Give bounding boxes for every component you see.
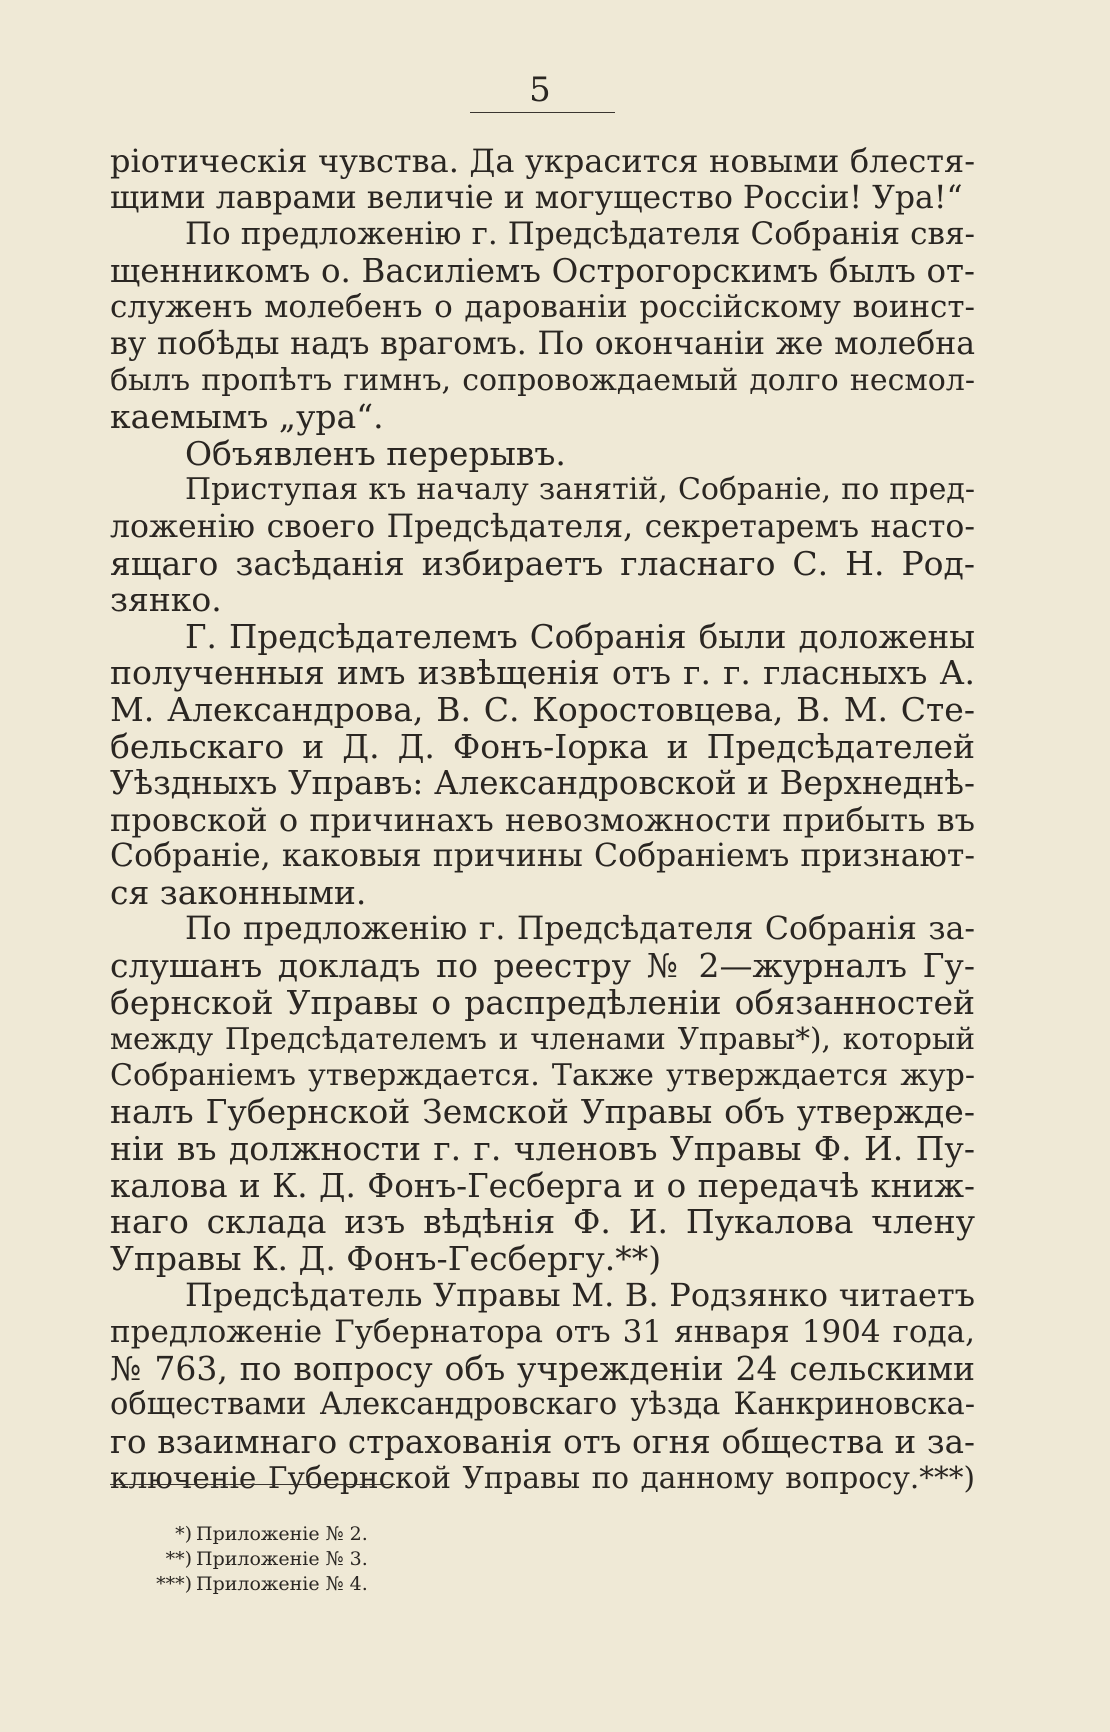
text-line: служенъ молебенъ о дарованіи россійскому воинст- [110, 289, 975, 326]
text-line: Объявленъ перерывъ. [185, 433, 566, 473]
text-line: По предложенію г. Предсѣдателя Собранія свя- [185, 216, 975, 253]
footnote [110, 1547, 410, 1572]
footnote-mark: **) [165, 1548, 192, 1570]
text-line: го взаимнаго страхованія отъ огня общества и за- [110, 1422, 975, 1461]
text-line: Приступая къ началу занятій, Собраніе, по пред- [185, 472, 975, 508]
footnotes [110, 1522, 410, 1597]
text-line: № 763, по вопросу объ учрежденіи 24 сельскими [110, 1348, 975, 1388]
text-line: налъ Губернской Земской Управы объ утвержде- [110, 1092, 975, 1132]
text-line: былъ пропѣтъ гимнъ, сопровождаемый долго несмол- [110, 362, 975, 398]
footnote-text: Приложеніе № 4. [196, 1573, 368, 1595]
footnote-text: Приложеніе № 3. [196, 1548, 368, 1570]
text-line: наго склада изъ вѣдѣнія Ф. И. Пукалова члену [110, 1202, 975, 1242]
body-text [110, 143, 975, 1497]
text-line: ящаго засѣданія избираетъ гласнаго С. Н. Род- [110, 543, 975, 583]
footnote [110, 1572, 410, 1597]
text-line: щенникомъ о. Василіемъ Острогорскимъ былъ от- [110, 251, 975, 290]
text-line: между Предсѣдателемъ и членами Управы*), который [110, 1022, 975, 1057]
page-number: 5 [529, 70, 551, 110]
text-line: зянко. [110, 580, 222, 620]
text-line: Собраніемъ утверждается. Также утверждается жур- [110, 1057, 975, 1093]
footnote-rule [110, 1484, 395, 1485]
text-line: полученныя имъ извѣщенія отъ г. г. гласныхъ А. [110, 653, 975, 693]
text-line: ложенію своего Предсѣдателя, секретаремъ насто- [110, 508, 975, 545]
text-line: ву побѣды надъ врагомъ. По окончаніи же молебна [110, 325, 975, 362]
text-line: обществами Александровскаго уѣзда Канкриновска- [110, 1387, 975, 1423]
text-line: каемымъ „ура“. [110, 397, 384, 437]
text-line: Уѣздныхъ Управъ: Александровской и Верхнеднѣ- [110, 764, 975, 803]
text-line: ся законными. [110, 872, 367, 912]
footnote-mark: *) [175, 1523, 192, 1545]
footnote-text: Приложеніе № 2. [196, 1523, 368, 1545]
text-line: Предсѣдатель Управы М. В. Родзянко читаетъ [185, 1276, 975, 1315]
text-line: Собраніе, каковыя причины Собраніемъ признают- [110, 838, 975, 875]
text-line: М. Александрова, В. С. Коростовцева, В. М. Сте- [110, 689, 975, 729]
text-line: предложеніе Губернатора отъ 31 января 1904 года, [110, 1314, 975, 1350]
text-line: ключеніе Губернской Управы по данному вопросу.***) [110, 1461, 975, 1496]
text-line: ріотическія чувства. Да украсится новыми блестя- [110, 142, 975, 180]
text-line: калова и К. Д. Фонъ-Гесберга и о передачѣ книж- [110, 1166, 975, 1205]
text-line: бернской Управы о распредѣленіи обязанностей [110, 982, 975, 1022]
text-line: бельскаго и Д. Д. Фонъ-Іорка и Предсѣдателей [110, 726, 975, 766]
footnote-mark: ***) [156, 1573, 192, 1595]
text-line: По предложенію г. Предсѣдателя Собранія за- [185, 911, 975, 948]
text-line: провской о причинахъ невозможности прибыть въ [110, 800, 975, 839]
text-line: ніи въ должности г. г. членовъ Управы Ф. И. Пу- [110, 1129, 975, 1169]
text-line: Г. Предсѣдателемъ Собранія были доложены [185, 617, 975, 656]
text-line: слушанъ докладъ по реестру № 2—журналъ Гу- [110, 946, 975, 986]
footnote [110, 1522, 410, 1547]
header-rule [470, 112, 615, 113]
text-line: Управы К. Д. Фонъ-Гесбергу.**) [110, 1238, 662, 1278]
text-line: щими лаврами величіе и могущество Россіи! Ура!“ [110, 179, 963, 216]
